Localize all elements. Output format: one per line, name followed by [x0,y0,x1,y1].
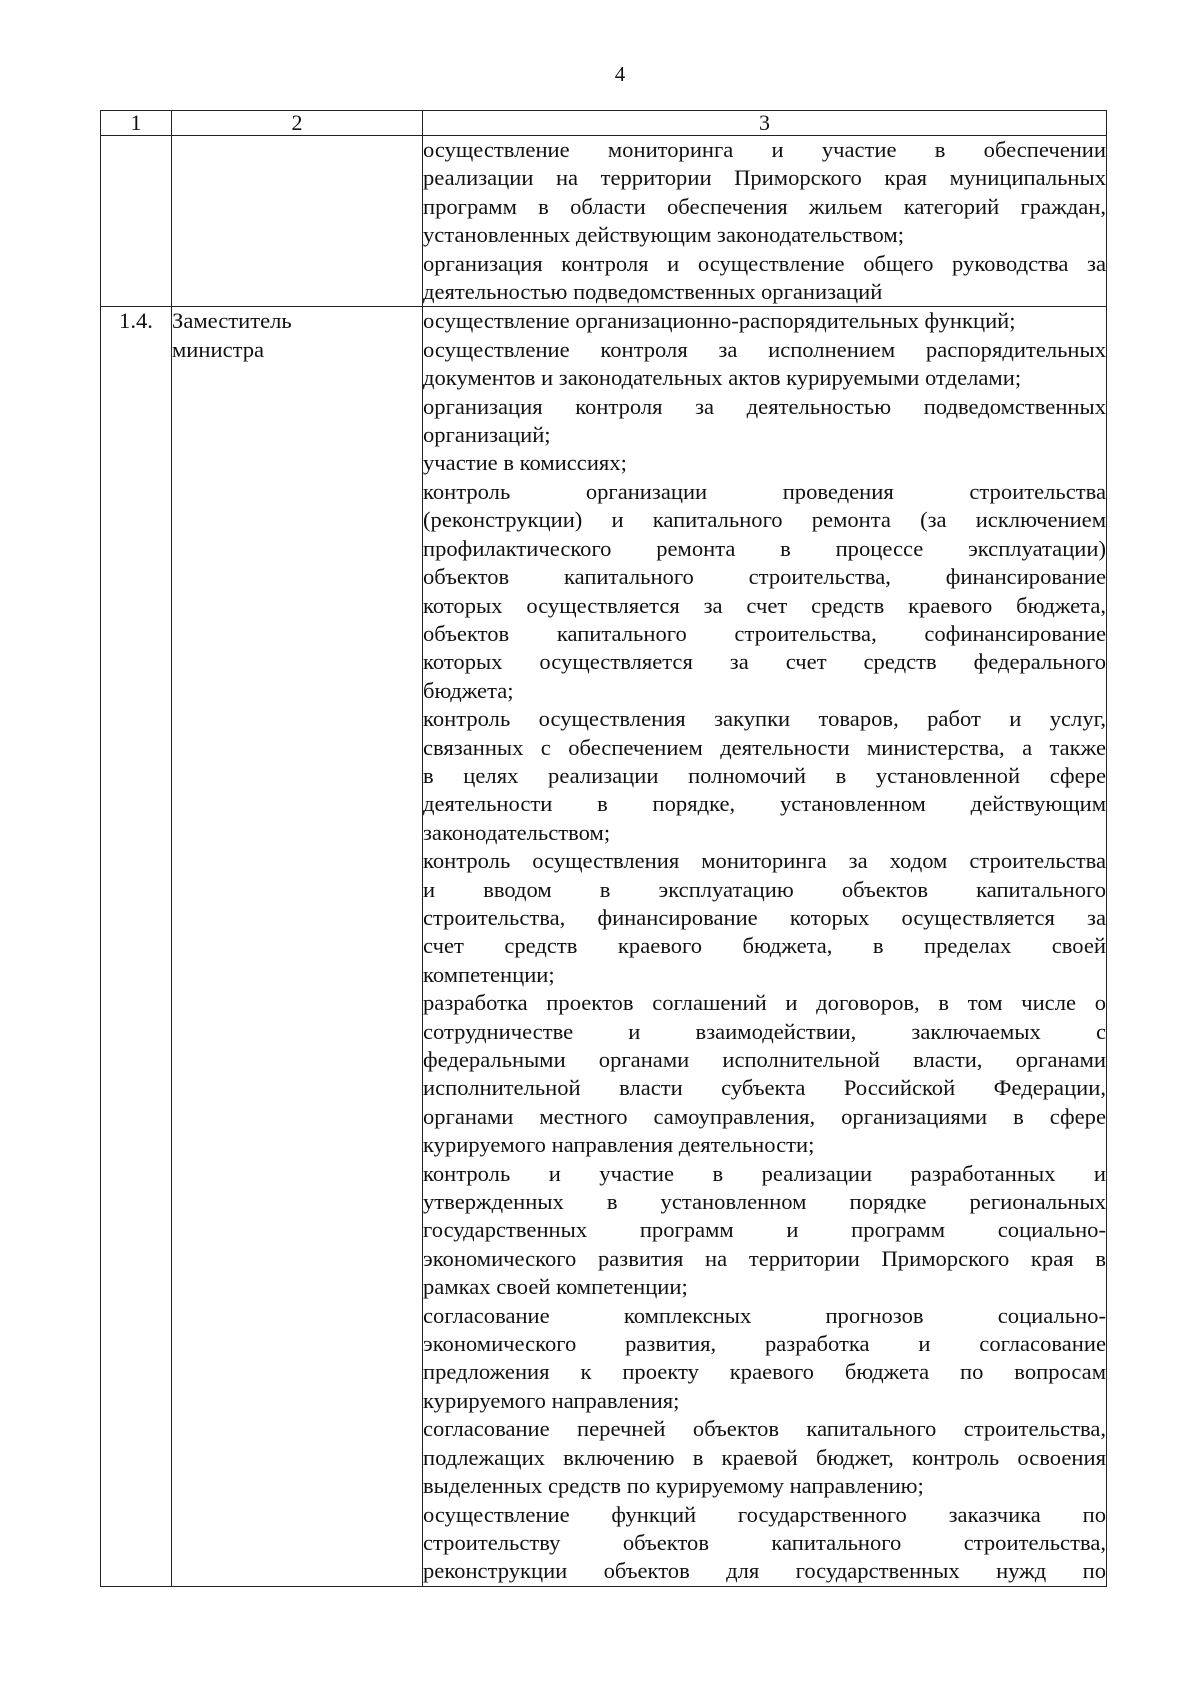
duty-line: реализации на территории Приморского края муниципальных [423,165,1106,191]
duty-line: подлежащих включению в краевой бюджет, контроль освоения [423,1444,1106,1470]
row-number-cell [101,136,172,307]
duty-line: участие в комиссиях; [423,450,627,476]
row-number-cell: 1.4. [101,307,172,1586]
position-title-line: министра [172,336,265,362]
duty-line: объектов капитального строительства, финансирование [423,564,1106,590]
duty-line: экономического развития, разработка и согласование [423,1331,1106,1357]
responsibilities-table [100,110,1107,1587]
duty-line: профилактического ремонта в процессе эксплуатации) [423,535,1106,561]
duty-line: контроль осуществления закупки товаров, работ и услуг, [423,706,1106,732]
duty-line: которых осуществляется за счет средств федерального [423,649,1106,675]
duty-line: счет средств краевого бюджета, в пределах своей [423,933,1106,959]
header-cell: 1 [101,111,172,136]
duty-line: согласование перечней объектов капитального строительства, [423,1416,1106,1442]
duty-line: осуществление функций государственного заказчика по [423,1501,1106,1527]
duty-line: установленных действующим законодательством; [423,222,904,248]
duty-line: курируемого направления деятельности; [423,1132,815,1158]
duty-line: осуществление контроля за исполнением распорядительных [423,336,1106,362]
table-header-row [101,111,1107,136]
duties-cell [423,136,1107,307]
duty-line: реконструкции объектов для государственных нужд по [423,1558,1106,1584]
header-cell: 3 [423,111,1107,136]
duty-line: программ в области обеспечения жильем категорий граждан, [423,193,1106,219]
duty-line: государственных программ и программ социально- [423,1217,1106,1243]
duty-line: разработка проектов соглашений и договоров, в том числе о [423,990,1106,1016]
duty-line: организаций; [423,422,551,448]
duty-line: сотрудничестве и взаимодействии, заключаемых с [423,1018,1106,1044]
duty-line: строительства, финансирование которых осуществляется за [423,904,1106,930]
duty-line: органами местного самоуправления, организациями в сфере [423,1103,1106,1129]
duty-line: законодательством; [423,819,611,845]
duty-line: строительству объектов капитального строительства, [423,1529,1106,1555]
duty-line: связанных с обеспечением деятельности министерства, а также [423,734,1106,760]
position-title-line: Заместитель [172,308,292,334]
duty-line: организация контроля и осуществление общего руководства за [423,250,1106,276]
duty-line: документов и законодательных актов курируемыми отделами; [423,365,1022,391]
table-row [101,307,1107,1586]
duty-line: которых осуществляется за счет средств краевого бюджета, [423,592,1106,618]
duty-line: курируемого направления; [423,1387,680,1413]
duty-line: контроль и участие в реализации разработанных и [423,1160,1106,1186]
duty-line: согласование комплексных прогнозов социально- [423,1302,1106,1328]
duty-line: деятельностью подведомственных организаций [423,279,883,305]
duty-line: предложения к проекту краевого бюджета по вопросам [423,1359,1106,1385]
header-cell: 2 [172,111,423,136]
duty-line: рамках своей компетенции; [423,1274,688,1300]
duty-line: и вводом в эксплуатацию объектов капитального [423,876,1106,902]
duty-line: исполнительной власти субъекта Российской Федерации, [423,1075,1106,1101]
table-row [101,136,1107,307]
position-cell [172,136,423,307]
duty-line: (реконструкции) и капитального ремонта (за исключением [423,507,1106,533]
duty-line: объектов капитального строительства, софинансирование [423,620,1106,646]
duties-cell [423,307,1107,1586]
duty-line: выделенных средств по курируемому направлению; [423,1473,924,1499]
duty-line: контроль организации проведения строительства [423,478,1106,504]
duty-line: контроль осуществления мониторинга за ходом строительства [423,848,1106,874]
duty-line: осуществление организационно-распорядительных функций; [423,308,1016,334]
duty-line: в целях реализации полномочий в установленной сфере [423,762,1106,788]
position-cell [172,307,423,1586]
duty-line: утвержденных в установленном порядке региональных [423,1189,1106,1215]
duty-line: организация контроля за деятельностью подведомственных [423,393,1106,419]
duty-line: экономического развития на территории Приморского края в [423,1245,1106,1271]
duty-line: осуществление мониторинга и участие в обеспечении [423,137,1106,162]
duty-line: компетенции; [423,961,555,987]
duty-line: бюджета; [423,677,514,703]
duty-line: федеральными органами исполнительной власти, органами [423,1047,1106,1072]
page-number: 4 [614,62,626,86]
duty-line: деятельности в порядке, установленном действующим [423,791,1106,817]
